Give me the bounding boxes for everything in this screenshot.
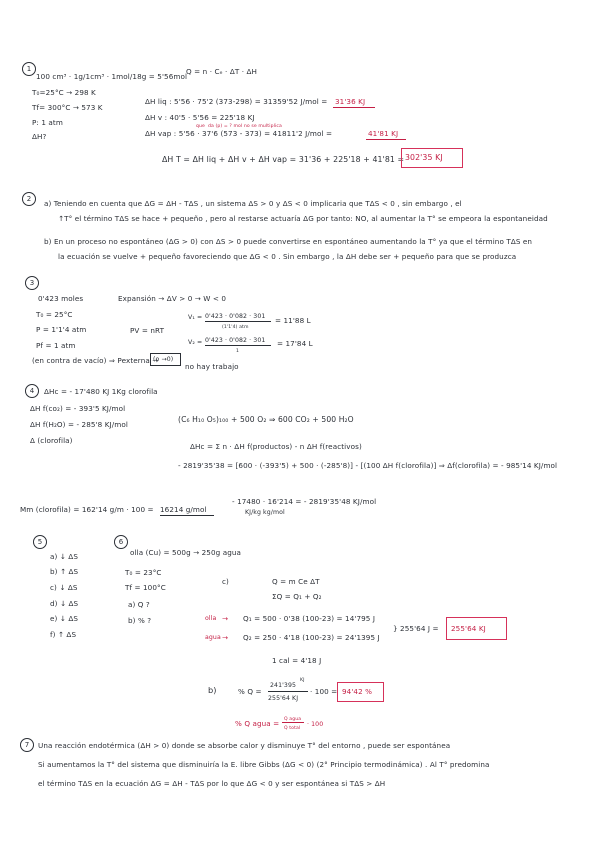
p6-initial-temp: T₀ = 23°C xyxy=(125,568,162,577)
p6-percent-label: % Q = xyxy=(238,687,262,696)
p6-percent-numerator: 241'395 xyxy=(270,682,297,689)
p2-b-line-2: la ecuación se vuelve + pequeño favoreciendo que ΔG < 0 . Sin embargo , la ΔH debe ser + pequeño para que se produzca xyxy=(58,252,517,261)
p3-v1-denominator: (1'1'4) atm xyxy=(222,325,249,330)
p4-dhf-h2o: ΔH f(H₂O) = - 285'8 KJ/mol xyxy=(30,420,128,429)
p5-item-b: b) ↑ ΔS xyxy=(50,567,79,576)
p6-q2: Q₂ = 250 · 4'18 (100-23) = 24'1395 J xyxy=(243,633,380,642)
p1-dh-total-result: 302'35 KJ xyxy=(405,153,443,162)
p6-calorie-conversion: 1 cal = 4'18 J xyxy=(272,656,322,665)
p1-heat-formula: Q = n · Cₑ · ΔT · ΔH xyxy=(186,67,258,76)
p3-v1-numerator: 0'423 · 0'082 · 301 xyxy=(205,313,266,320)
p3-pressure: P = 1'1'4 atm xyxy=(36,325,87,334)
p4-molar-mass-underline xyxy=(160,515,214,516)
p7-line-1: Una reacción endotérmica (ΔH > 0) donde se absorbe calor y disminuye T° del entorno , puede ser espontánea xyxy=(38,741,451,750)
p3-v2-result: = 17'84 L xyxy=(277,339,313,348)
p3-v2-label: V₂ = xyxy=(188,339,203,346)
p6-heat-sum: ΣQ = Q₁ + Q₂ xyxy=(272,592,322,601)
p1-initial-temp: T₀=25°C → 298 K xyxy=(32,88,96,97)
p2-a-line-1: a) Teniendo en cuenta que ΔG = ΔH - TΔS , un sistema ΔS > 0 y ΔS < 0 implicaria que TΔS < 0 , sin embargo , el xyxy=(44,199,462,208)
p6-percent-multiply: · 100 = xyxy=(310,687,338,696)
p6-part-c-label: c) xyxy=(222,577,229,586)
p6-masses: olla (Cu) = 500g → 250g agua xyxy=(130,548,242,557)
p1-question: ΔH? xyxy=(32,132,47,141)
p4-conversion-units: KJ/kg kg/mol xyxy=(245,509,285,516)
p4-molar-mass: Mm (clorofila) = 162'14 g/m · 100 = xyxy=(20,505,154,514)
p1-dh-vaporization: ΔH v : 40'5 · 5'56 = 225'18 KJ xyxy=(145,113,255,122)
p3-v1-fraction-bar xyxy=(205,321,271,322)
problem-2-number: 2 xyxy=(22,192,36,206)
problem-7-number: 7 xyxy=(20,738,34,752)
p1-pressure: P: 1 atm xyxy=(32,118,63,127)
p6-percent-formula: % Q agua = xyxy=(235,719,280,728)
p6-percent-formula-num: Q agua xyxy=(284,717,302,722)
p6-olla-label: olla xyxy=(205,615,217,622)
p6-percent-formula-den: Q total xyxy=(284,726,301,731)
p3-ideal-gas: PV = nRT xyxy=(130,326,165,335)
p2-a-line-2: ↑T° el término TΔS se hace + pequeño , pero al restarse actuaría ΔG por tanto: NO, al aumentar la T° se empeora la espontaneidad xyxy=(58,214,548,223)
p5-item-a: a) ↓ ΔS xyxy=(50,552,78,561)
p6-percent-numerator-unit: KJ xyxy=(300,678,305,683)
p3-vacuum: (en contra de vacío) ⇒ Pexterna → xyxy=(32,356,159,365)
p1-dh-vapor-result: 41'81 KJ xyxy=(368,129,399,138)
p6-part-b: b) % ? xyxy=(128,616,152,625)
p1-dh-total: ΔH T = ΔH liq + ΔH v + ΔH vap = 31'36 + 225'18 + 41'81 = xyxy=(162,155,405,164)
p3-moles: 0'423 moles xyxy=(38,294,84,303)
p7-line-3: el término TΔS en la ecuación ΔG = ΔH - TΔS por lo que ΔG < 0 y ser espontánea si TΔS > ΔH xyxy=(38,779,386,788)
p7-line-2: Si aumentamos la T° del sistema que disminuiría la E. libre Gibbs (ΔG < 0) (2° Principio termodinámica) . Al T° predomina xyxy=(38,760,490,769)
problem-3-number: 3 xyxy=(25,276,39,290)
p6-heat-sum-value: } 255'64 J = xyxy=(393,624,439,633)
p1-dh-vapor: ΔH vap : 5'56 · 37'6 (573 - 373) = 41811'2 J/mol = xyxy=(145,129,333,138)
p1-correction-note-2: da (p) = ? mol no se multiplica xyxy=(208,124,282,129)
p5-item-e: e) ↓ ΔS xyxy=(50,614,78,623)
p1-correction-note: que xyxy=(196,124,205,129)
p6-part-b-label: b) xyxy=(208,685,217,695)
p6-percent-formula-x100: · 100 xyxy=(307,721,324,728)
p4-combustion-enthalpy: ΔHc = - 17'480 KJ 1Kg clorofila xyxy=(44,387,158,396)
p3-v1-label: V₁ = xyxy=(188,314,203,321)
p6-olla-arrow: → xyxy=(222,614,229,623)
problem-4-number: 4 xyxy=(25,384,39,398)
p3-final-pressure: Pf = 1 atm xyxy=(36,341,76,350)
p2-b-line-1: b) En un proceso no espontáneo (ΔG > 0) con ΔS > 0 puede convertirse en espontáneo aumentando la T° ya que el término TΔS en xyxy=(44,237,533,246)
p1-mass-conversion: 100 cm³ · 1g/1cm³ · 1mol/18g = 5'56mol xyxy=(36,72,188,81)
p4-molar-mass-result: 16214 g/mol xyxy=(160,505,207,514)
p6-percent-denominator: 255'64 KJ xyxy=(268,695,299,702)
p3-vacuum-value: (o →0) xyxy=(153,356,174,363)
p6-part-a: a) Q ? xyxy=(128,600,150,609)
p6-percent-result: 94'42 % xyxy=(342,687,373,696)
p5-item-f: f) ↑ ΔS xyxy=(50,630,77,639)
p5-item-d: d) ↓ ΔS xyxy=(50,599,79,608)
p3-v2-numerator: 0'423 · 0'082 · 301 xyxy=(205,337,266,344)
p3-v2-fraction-bar xyxy=(205,345,271,346)
p6-final-temp: Tf = 100°C xyxy=(125,583,166,592)
problem-5-number: 5 xyxy=(33,535,47,549)
p4-calculation: - 2819'35'38 = [600 · (-393'5) + 500 · (-285'8)] - [(100 ΔH f(clorofila)] ⇒ Δf(clorofila) = - 985'14 KJ/mol xyxy=(178,461,558,470)
p5-item-c: c) ↓ ΔS xyxy=(50,583,78,592)
p3-expansion: Expansión → ΔV > 0 → W < 0 xyxy=(118,294,227,303)
p1-vapor-underline xyxy=(366,139,406,140)
p1-liquid-underline xyxy=(333,107,375,108)
p6-heat-formula: Q = m Ce ΔT xyxy=(272,577,320,586)
p6-q1: Q₁ = 500 · 0'38 (100-23) = 14'795 J xyxy=(243,614,376,623)
p3-v2-denominator: 1 xyxy=(236,349,240,354)
p4-conversion: - 17480 · 16'214 = - 2819'35'48 KJ/mol xyxy=(232,497,377,506)
p1-dh-liquid-result: 31'36 KJ xyxy=(335,97,366,106)
p3-work-conclusion: no hay trabajo xyxy=(185,362,239,371)
p6-agua-label: agua xyxy=(205,634,221,641)
p4-dhf-chlorophyll: Δ (clorofila) xyxy=(30,436,73,445)
p3-initial-temp: T₀ = 25°C xyxy=(36,310,73,319)
problem-6-number: 6 xyxy=(114,535,128,549)
p1-final-temp: Tf= 300°C → 573 K xyxy=(32,103,103,112)
p4-dhf-co2: ΔH f(co₂) = - 393'5 KJ/mol xyxy=(30,404,126,413)
p6-agua-arrow: → xyxy=(222,633,229,642)
p6-percent-fraction-bar xyxy=(268,691,308,692)
p1-dh-liquid: ΔH liq : 5'56 · 75'2 (373-298) = 31359'52 J/mol = xyxy=(145,97,328,106)
p6-percent-formula-bar xyxy=(282,722,304,723)
p6-sum-result: 255'64 KJ xyxy=(451,624,486,633)
p3-v1-result: = 11'88 L xyxy=(275,316,311,325)
p4-hess-law: ΔHc = Σ n · ΔH f(productos) - n ΔH f(reactivos) xyxy=(190,442,362,451)
p4-reaction: (C₆ H₁₀ O₅)₁₀₀ + 500 O₂ ⇒ 600 CO₂ + 500 H₂O xyxy=(178,415,354,424)
problem-1-number: 1 xyxy=(22,62,36,76)
